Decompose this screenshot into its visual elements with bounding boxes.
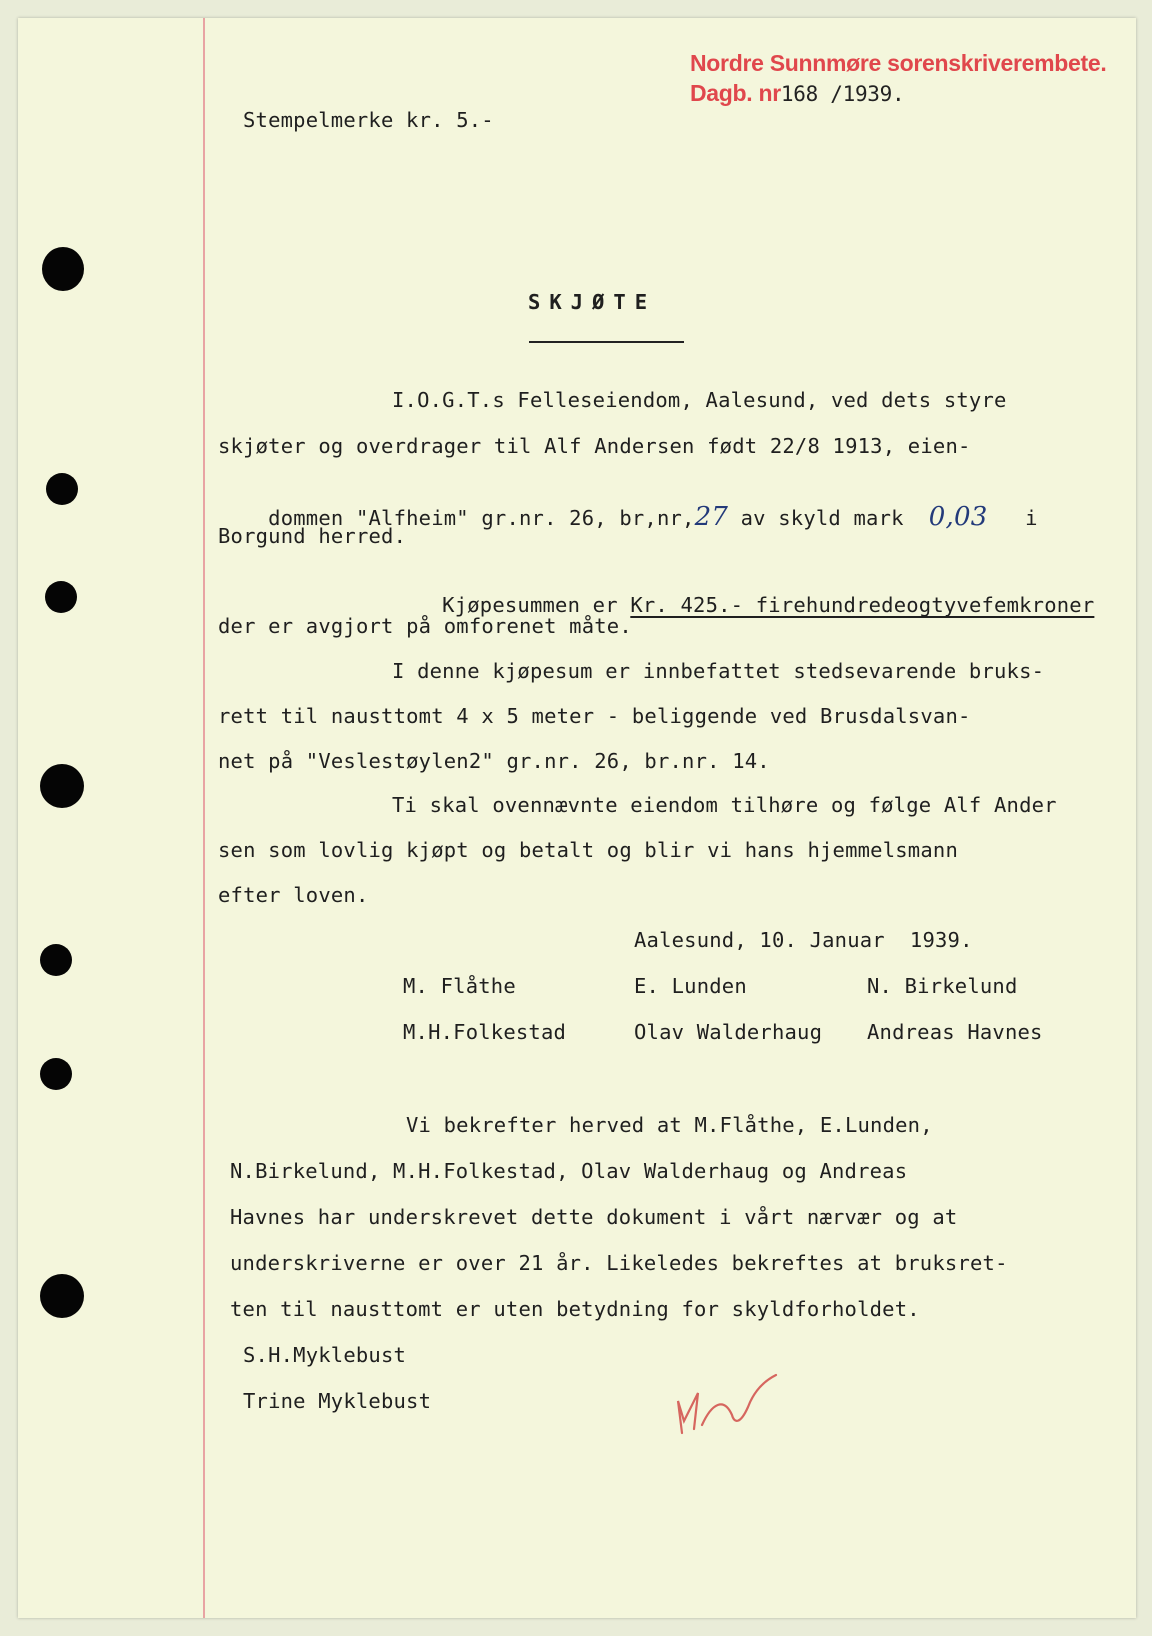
punch-hole bbox=[46, 473, 78, 505]
stamp-dagb-label: Dagb. nr bbox=[690, 80, 781, 106]
stamp-office: Nordre Sunnmøre sorenskriverembete. bbox=[690, 50, 1107, 76]
body-line: sen som lovlig kjøpt og betalt og blir vi hans hjemmelsmann bbox=[218, 838, 958, 862]
handwritten-br-number: 27 bbox=[694, 502, 729, 532]
title-underline bbox=[529, 341, 684, 343]
stempelmerke-note: Stempelmerke kr. 5.- bbox=[243, 108, 494, 132]
document-title: SKJØTE bbox=[528, 290, 657, 314]
purchase-amount: Kr. 425.- firehundredeogtyvefemkroner bbox=[630, 593, 1095, 617]
margin-rule bbox=[203, 18, 205, 1618]
witness-name: Trine Myklebust bbox=[243, 1389, 432, 1413]
witness-line: Vi bekrefter herved at M.Flåthe, E.Lunden, bbox=[406, 1113, 933, 1137]
body-line: Borgund herred. bbox=[218, 524, 407, 548]
registry-stamp bbox=[690, 48, 1106, 109]
body-text: dommen "Alfheim" gr.nr. 26, br,nr, bbox=[268, 506, 695, 530]
signatory: M.H.Folkestad bbox=[403, 1020, 567, 1044]
punch-hole bbox=[40, 1058, 72, 1090]
punch-hole bbox=[45, 581, 77, 613]
handwritten-initials bbox=[668, 1363, 788, 1443]
body-line: Ti skal ovennævnte eiendom tilhøre og følge Alf Ander bbox=[392, 793, 1057, 817]
witness-line: N.Birkelund, M.H.Folkestad, Olav Walderhaug og Andreas bbox=[230, 1159, 908, 1183]
date-place: Aalesund, 10. Januar 1939. bbox=[634, 928, 973, 952]
punch-hole bbox=[40, 944, 72, 976]
body-line: der er avgjort på omforenet måte. bbox=[218, 614, 632, 638]
signatory: Olav Walderhaug bbox=[634, 1020, 823, 1044]
body-text: av skyld mark bbox=[740, 506, 904, 530]
signatory: E. Lunden bbox=[634, 974, 747, 998]
body-line: rett til nausttomt 4 x 5 meter - beliggende ved Brusdalsvan- bbox=[218, 704, 971, 728]
punch-hole bbox=[40, 764, 84, 808]
witness-line: underskriverne er over 21 år. Likeledes bekreftes at bruksret- bbox=[230, 1251, 1008, 1275]
body-text: i bbox=[1025, 506, 1038, 530]
body-line: net på "Veslestøylen2" gr.nr. 26, br.nr. 14. bbox=[218, 749, 770, 773]
witness-line: ten til nausttomt er uten betydning for skyldforholdet. bbox=[230, 1297, 920, 1321]
witness-line: Havnes har underskrevet dette dokument i vårt nærvær og at bbox=[230, 1205, 958, 1229]
document-page bbox=[18, 18, 1136, 1618]
signatory: Andreas Havnes bbox=[867, 1020, 1043, 1044]
body-line: I.O.G.T.s Felleseiendom, Aalesund, ved dets styre bbox=[392, 388, 1007, 412]
body-line: I denne kjøpesum er innbefattet stedsevarende bruks- bbox=[392, 659, 1045, 683]
signatory: M. Flåthe bbox=[403, 974, 516, 998]
punch-hole bbox=[40, 1274, 84, 1318]
handwritten-skyld-mark: 0,03 bbox=[928, 502, 988, 532]
stamp-dagb-number: 168 /1939. bbox=[780, 82, 905, 106]
body-line: efter loven. bbox=[218, 883, 369, 907]
witness-name: S.H.Myklebust bbox=[243, 1343, 407, 1367]
punch-hole bbox=[42, 247, 84, 291]
signatory: N. Birkelund bbox=[867, 974, 1018, 998]
body-text: Kjøpesummen er bbox=[442, 593, 618, 617]
body-line: skjøter og overdrager til Alf Andersen født 22/8 1913, eien- bbox=[218, 434, 971, 458]
